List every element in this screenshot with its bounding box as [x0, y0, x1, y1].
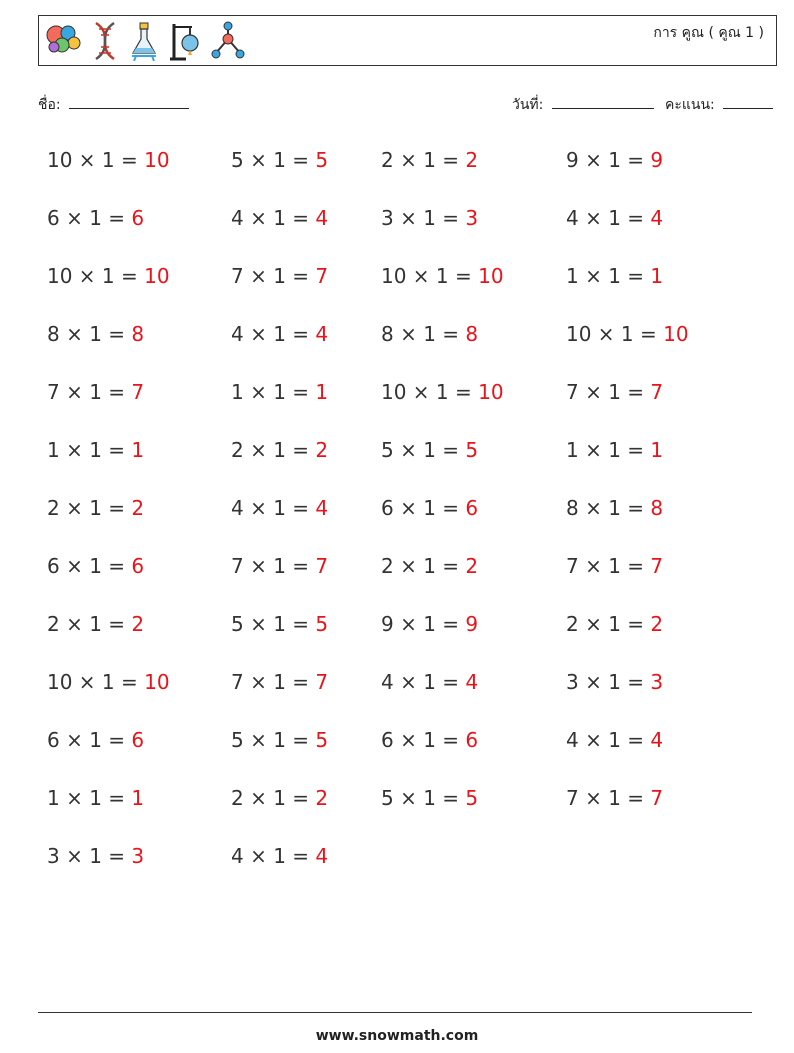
problem-item [47, 554, 144, 578]
problem-answer: 8 [650, 496, 664, 520]
problem-item [47, 322, 144, 346]
problem-answer: 1 [650, 438, 664, 462]
problem-question: 5 × 1 = [231, 612, 316, 636]
problem-item [566, 728, 663, 752]
problem-question: 4 × 1 = [566, 728, 651, 752]
problem-item [47, 728, 144, 752]
problem-question: 10 × 1 = [381, 264, 479, 288]
problem-item [566, 554, 663, 578]
problem-question: 6 × 1 = [381, 496, 466, 520]
problem-question: 7 × 1 = [231, 264, 316, 288]
problem-question: 3 × 1 = [381, 206, 466, 230]
problem-question: 8 × 1 = [381, 322, 466, 346]
score-blank [723, 94, 773, 109]
problem-question: 1 × 1 = [566, 438, 651, 462]
flask-icon [128, 21, 160, 61]
problem-item [381, 554, 478, 578]
problem-answer: 7 [315, 264, 329, 288]
problem-item [381, 206, 478, 230]
balloons-icon [44, 21, 82, 61]
problem-question: 4 × 1 = [231, 322, 316, 346]
problem-question: 2 × 1 = [381, 554, 466, 578]
name-field [38, 94, 189, 116]
problem-answer: 4 [315, 322, 329, 346]
problem-item [231, 670, 328, 694]
problem-item [47, 670, 170, 694]
problem-question: 6 × 1 = [47, 728, 132, 752]
problem-answer: 2 [131, 612, 145, 636]
problem-question: 6 × 1 = [381, 728, 466, 752]
problem-question: 9 × 1 = [381, 612, 466, 636]
problem-question: 7 × 1 = [47, 380, 132, 404]
problem-question: 7 × 1 = [566, 786, 651, 810]
problem-answer: 5 [465, 786, 479, 810]
date-blank [552, 94, 654, 109]
problem-question: 10 × 1 = [47, 670, 145, 694]
problem-answer: 2 [465, 148, 479, 172]
problem-answer: 10 [144, 670, 170, 694]
problem-answer: 4 [315, 206, 329, 230]
problem-question: 2 × 1 = [231, 438, 316, 462]
score-field [665, 94, 773, 116]
problem-answer: 4 [315, 844, 329, 868]
problem-item [566, 380, 663, 404]
problem-question: 7 × 1 = [231, 670, 316, 694]
footer-url: www.snowmath.com [315, 1028, 479, 1044]
problem-answer: 10 [478, 380, 504, 404]
problem-answer: 7 [315, 554, 329, 578]
problem-question: 4 × 1 = [231, 206, 316, 230]
problem-answer: 6 [465, 728, 479, 752]
problem-answer: 7 [315, 670, 329, 694]
problem-answer: 7 [650, 786, 664, 810]
problem-item [381, 496, 478, 520]
problem-question: 6 × 1 = [47, 554, 132, 578]
problem-question: 5 × 1 = [231, 728, 316, 752]
problem-question: 3 × 1 = [566, 670, 651, 694]
problem-item [566, 148, 663, 172]
problem-answer: 7 [131, 380, 145, 404]
problem-item [47, 264, 170, 288]
problem-answer: 1 [131, 786, 145, 810]
problem-answer: 9 [650, 148, 664, 172]
footer-divider [38, 1012, 752, 1013]
problem-item [231, 554, 328, 578]
problem-item [231, 322, 328, 346]
problem-answer: 10 [663, 322, 689, 346]
problem-answer: 8 [465, 322, 479, 346]
problem-question: 10 × 1 = [47, 264, 145, 288]
worksheet-header [38, 15, 777, 66]
problem-answer: 9 [465, 612, 479, 636]
problem-item [381, 728, 478, 752]
problem-answer: 4 [650, 206, 664, 230]
problem-answer: 4 [650, 728, 664, 752]
problem-answer: 4 [315, 496, 329, 520]
problem-answer: 7 [650, 554, 664, 578]
date-field [512, 94, 654, 116]
problem-answer: 1 [650, 264, 664, 288]
problem-answer: 1 [131, 438, 145, 462]
problem-item [566, 496, 663, 520]
problem-question: 1 × 1 = [47, 786, 132, 810]
problem-item [47, 496, 144, 520]
problem-answer: 10 [144, 148, 170, 172]
problem-item [566, 786, 663, 810]
problem-question: 4 × 1 = [231, 496, 316, 520]
problem-answer: 2 [650, 612, 664, 636]
problem-answer: 5 [315, 728, 329, 752]
problem-question: 8 × 1 = [566, 496, 651, 520]
problem-answer: 1 [315, 380, 329, 404]
problem-item [231, 438, 328, 462]
problem-question: 7 × 1 = [566, 380, 651, 404]
name-label: ชื่อ: [38, 97, 61, 113]
problem-item [231, 206, 328, 230]
problem-answer: 2 [131, 496, 145, 520]
problem-answer: 5 [315, 148, 329, 172]
problem-item [47, 844, 144, 868]
problem-question: 5 × 1 = [231, 148, 316, 172]
problem-question: 10 × 1 = [381, 380, 479, 404]
dna-icon [90, 21, 120, 61]
problem-question: 7 × 1 = [566, 554, 651, 578]
problem-answer: 10 [478, 264, 504, 288]
problem-item [47, 786, 144, 810]
problem-question: 4 × 1 = [566, 206, 651, 230]
problem-answer: 8 [131, 322, 145, 346]
problem-question: 2 × 1 = [566, 612, 651, 636]
problem-item [381, 438, 478, 462]
problem-question: 2 × 1 = [47, 612, 132, 636]
problem-question: 4 × 1 = [231, 844, 316, 868]
problem-item [231, 380, 328, 404]
problem-answer: 5 [465, 438, 479, 462]
name-blank [69, 94, 189, 109]
problem-question: 8 × 1 = [47, 322, 132, 346]
problem-item [47, 380, 144, 404]
problem-question: 5 × 1 = [381, 438, 466, 462]
problem-item [381, 264, 504, 288]
header-icons [44, 21, 246, 61]
problem-answer: 2 [465, 554, 479, 578]
problem-question: 3 × 1 = [47, 844, 132, 868]
problem-question: 2 × 1 = [231, 786, 316, 810]
problem-item [47, 206, 144, 230]
problem-item [381, 786, 478, 810]
problem-answer: 6 [131, 728, 145, 752]
problem-question: 1 × 1 = [231, 380, 316, 404]
problem-question: 9 × 1 = [566, 148, 651, 172]
problem-question: 10 × 1 = [47, 148, 145, 172]
problem-item [231, 786, 328, 810]
problem-question: 5 × 1 = [381, 786, 466, 810]
problem-question: 2 × 1 = [47, 496, 132, 520]
molecule-icon [210, 21, 246, 61]
problem-question: 2 × 1 = [381, 148, 466, 172]
problem-item [566, 322, 689, 346]
problem-answer: 3 [650, 670, 664, 694]
problem-answer: 3 [465, 206, 479, 230]
problem-answer: 10 [144, 264, 170, 288]
worksheet-title: การ คูณ ( คูณ 1 ) [653, 25, 764, 41]
problem-item [231, 496, 328, 520]
problem-item [231, 844, 328, 868]
problem-item [381, 670, 478, 694]
date-label: วันที่: [512, 97, 544, 113]
problem-question: 4 × 1 = [381, 670, 466, 694]
problem-item [231, 728, 328, 752]
problem-question: 7 × 1 = [231, 554, 316, 578]
score-label: คะแนน: [665, 97, 715, 113]
problem-item [566, 264, 663, 288]
problem-question: 10 × 1 = [566, 322, 664, 346]
problem-item [381, 380, 504, 404]
problem-item [381, 322, 478, 346]
problem-answer: 3 [131, 844, 145, 868]
lab-stand-icon [168, 21, 202, 61]
problem-answer: 2 [315, 438, 329, 462]
problem-answer: 6 [131, 206, 145, 230]
problem-question: 1 × 1 = [47, 438, 132, 462]
problem-item [47, 438, 144, 462]
problem-item [231, 264, 328, 288]
problem-item [381, 612, 478, 636]
problem-answer: 7 [650, 380, 664, 404]
problem-question: 1 × 1 = [566, 264, 651, 288]
problem-answer: 6 [465, 496, 479, 520]
problem-answer: 4 [465, 670, 479, 694]
problem-item [231, 612, 328, 636]
problem-item [566, 612, 663, 636]
problem-item [231, 148, 328, 172]
problem-item [47, 148, 170, 172]
problem-item [47, 612, 144, 636]
problem-item [381, 148, 478, 172]
problem-item [566, 206, 663, 230]
problem-answer: 6 [131, 554, 145, 578]
problem-answer: 2 [315, 786, 329, 810]
problem-item [566, 670, 663, 694]
problem-question: 6 × 1 = [47, 206, 132, 230]
problem-answer: 5 [315, 612, 329, 636]
problem-item [566, 438, 663, 462]
